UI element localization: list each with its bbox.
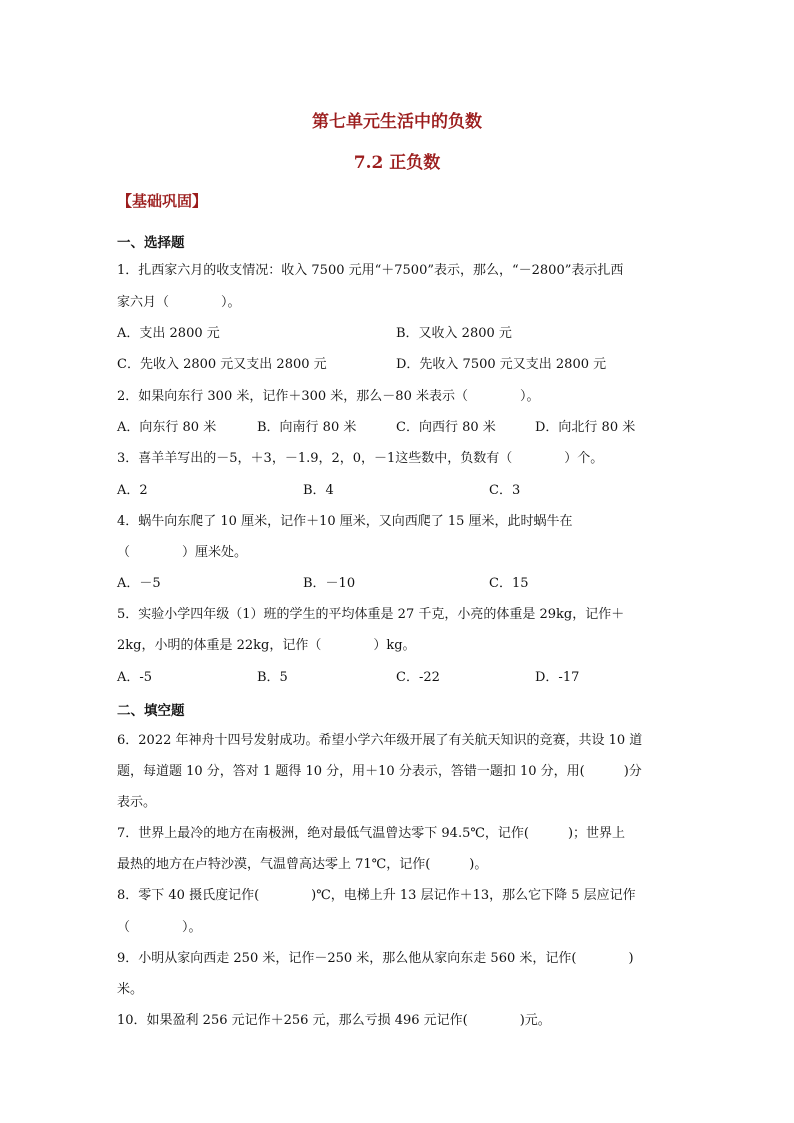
question-6-line3: 表示。 [117,795,157,810]
q1-option-d: D．先收入 7500 元又支出 2800 元 [396,357,607,372]
q3-option-a: A．2 [117,483,148,498]
question-4-line2: （ ）厘米处。 [117,545,248,560]
q3-option-c: C．3 [489,483,521,498]
question-7-line1: 7．世界上最冷的地方在南极洲，绝对最低气温曾达零下 94.5℃，记作( )；世界上 [117,826,626,841]
q4-option-a: A．－5 [117,576,161,591]
part1-heading: 一、选择题 [117,235,185,251]
section-label: 【基础巩固】 [117,192,208,210]
q2-option-c: C．向西行 80 米 [396,420,496,435]
q2-option-a: A．向东行 80 米 [117,420,217,435]
question-6-line2: 题，每道题 10 分，答对 1 题得 10 分，用＋10 分表示，答错一题扣 10 分，用( )分 [117,764,642,779]
q5-option-b: B．5 [257,670,288,685]
q5-option-d: D．-17 [535,670,580,685]
q1-option-c: C．先收入 2800 元又支出 2800 元 [117,357,327,372]
q1-option-b: B．又收入 2800 元 [396,326,512,341]
question-8-line2: （ ）。 [117,920,202,935]
q2-option-d: D．向北行 80 米 [535,420,636,435]
q5-option-c: C．-22 [396,670,440,685]
question-2-line1: 2．如果向东行 300 米，记作＋300 米，那么－80 米表示（ ）。 [117,389,540,404]
question-10-line1: 10．如果盈利 256 元记作＋256 元，那么亏损 496 元记作( )元。 [117,1013,551,1028]
question-5-line1: 5．实验小学四年级（1）班的学生的平均体重是 27 千克，小亮的体重是 29kg，记作＋ [117,607,625,622]
part2-heading: 二、填空题 [117,703,185,719]
question-4-line1: 4．蜗牛向东爬了 10 厘米，记作＋10 厘米，又向西爬了 15 厘米，此时蜗牛在 [117,514,573,529]
question-9-line2: 米。 [117,982,144,997]
question-3-line1: 3．喜羊羊写出的－5，＋3，－1.9，2，0，－1这些数中，负数有（ ）个。 [117,451,604,466]
q5-option-a: A．-5 [117,670,153,685]
q2-option-b: B．向南行 80 米 [257,420,357,435]
question-1-line1: 1．扎西家六月的收支情况：收入 7500 元用“＋7500”表示，那么，“－2800”表示扎西 [117,263,624,278]
page-title: 第七单元生活中的负数 [312,112,482,132]
q3-option-b: B．4 [303,483,334,498]
question-1-line2: 家六月（ ）。 [117,295,241,310]
question-7-line2: 最热的地方在卢特沙漠，气温曾高达零上 71℃，记作( )。 [117,857,488,872]
q4-option-c: C．15 [489,576,529,591]
q4-option-b: B．－10 [303,576,356,591]
question-6-line1: 6．2022 年神舟十四号发射成功。希望小学六年级开展了有关航天知识的竞赛，共设 10 道 [117,733,643,748]
question-5-line2: 2kg，小明的体重是 22kg，记作（ ）kg。 [117,638,416,653]
question-8-line1: 8．零下 40 摄氏度记作( )℃，电梯上升 13 层记作＋13，那么它下降 5 层应记作 [117,888,636,903]
question-9-line1: 9．小明从家向西走 250 米，记作－250 米，那么他从家向东走 560 米，记作( ) [117,951,634,966]
q1-option-a: A．支出 2800 元 [117,326,220,341]
page-subtitle: 7.2 正负数 [353,153,441,173]
